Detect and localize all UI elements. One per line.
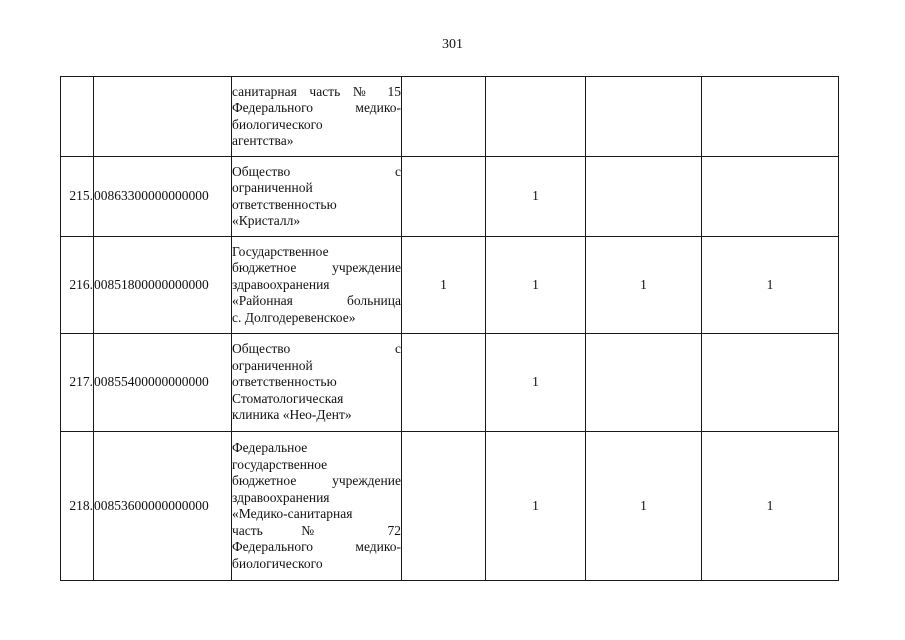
name-line: ответственностью bbox=[232, 196, 337, 212]
row-value-1 bbox=[402, 432, 486, 581]
table-row bbox=[61, 432, 839, 581]
name-line: Федерального медико- bbox=[232, 539, 401, 554]
row-value-3 bbox=[586, 334, 702, 432]
row-number bbox=[61, 77, 94, 157]
name-line: Общество с bbox=[232, 163, 401, 179]
row-organization-name bbox=[232, 432, 402, 581]
row-value-4 bbox=[702, 77, 839, 157]
row-code: 00863300000000000 bbox=[94, 157, 232, 237]
name-line: с. Долгодеревенское» bbox=[232, 309, 356, 325]
row-code: 00851800000000000 bbox=[94, 237, 232, 334]
name-line: «Медико-санитарная bbox=[232, 506, 353, 521]
name-line: биологического bbox=[232, 555, 323, 571]
row-number: 216. bbox=[61, 237, 94, 334]
name-line: санитарная часть № 15 bbox=[232, 83, 401, 99]
name-line: Федеральное bbox=[232, 440, 308, 455]
row-value-3 bbox=[586, 77, 702, 157]
institutions-table bbox=[60, 76, 839, 581]
row-number: 218. bbox=[61, 432, 94, 581]
name-line: Государственное bbox=[232, 243, 329, 259]
table-row bbox=[61, 237, 839, 334]
row-value-4 bbox=[702, 157, 839, 237]
name-line: Федерального медико- bbox=[232, 100, 401, 115]
name-line: государственное bbox=[232, 456, 328, 472]
row-organization-name bbox=[232, 334, 402, 432]
name-line: клиника «Нео-Дент» bbox=[232, 407, 352, 423]
row-number: 217. bbox=[61, 334, 94, 432]
name-line: часть № 72 bbox=[232, 522, 401, 538]
name-line: бюджетное учреждение bbox=[232, 260, 401, 276]
row-value-2 bbox=[486, 77, 586, 157]
name-line: здравоохранения bbox=[232, 489, 330, 505]
row-value-3: 1 bbox=[586, 432, 702, 581]
row-organization-name bbox=[232, 237, 402, 334]
row-value-1 bbox=[402, 334, 486, 432]
table-row bbox=[61, 77, 839, 157]
name-line: «Кристалл» bbox=[232, 213, 301, 228]
row-organization-name bbox=[232, 77, 402, 157]
row-organization-name bbox=[232, 157, 402, 237]
row-value-1 bbox=[402, 77, 486, 157]
row-value-4: 1 bbox=[702, 432, 839, 581]
table-row bbox=[61, 157, 839, 237]
row-value-4 bbox=[702, 334, 839, 432]
row-value-2: 1 bbox=[486, 432, 586, 581]
row-value-3 bbox=[586, 157, 702, 237]
table-row bbox=[61, 334, 839, 432]
name-line: бюджетное учреждение bbox=[232, 473, 401, 488]
row-value-3: 1 bbox=[586, 237, 702, 334]
row-code: 00855400000000000 bbox=[94, 334, 232, 432]
name-line: ограниченной bbox=[232, 180, 313, 195]
name-line: «Районная больница bbox=[232, 293, 401, 309]
row-value-1: 1 bbox=[402, 237, 486, 334]
name-line: ограниченной bbox=[232, 357, 313, 373]
name-line: Стоматологическая bbox=[232, 390, 344, 406]
name-line: здравоохранения bbox=[232, 276, 330, 292]
row-value-1 bbox=[402, 157, 486, 237]
row-code bbox=[94, 77, 232, 157]
row-value-2: 1 bbox=[486, 157, 586, 237]
page-number: 301 bbox=[442, 37, 463, 52]
name-line: ответственностью bbox=[232, 374, 337, 390]
name-line: биологического bbox=[232, 116, 323, 132]
row-value-2: 1 bbox=[486, 237, 586, 334]
row-code: 00853600000000000 bbox=[94, 432, 232, 581]
name-line: агентства» bbox=[232, 133, 294, 148]
row-value-4: 1 bbox=[702, 237, 839, 334]
row-number: 215. bbox=[61, 157, 94, 237]
row-value-2: 1 bbox=[486, 334, 586, 432]
name-line: Общество с bbox=[232, 341, 401, 357]
